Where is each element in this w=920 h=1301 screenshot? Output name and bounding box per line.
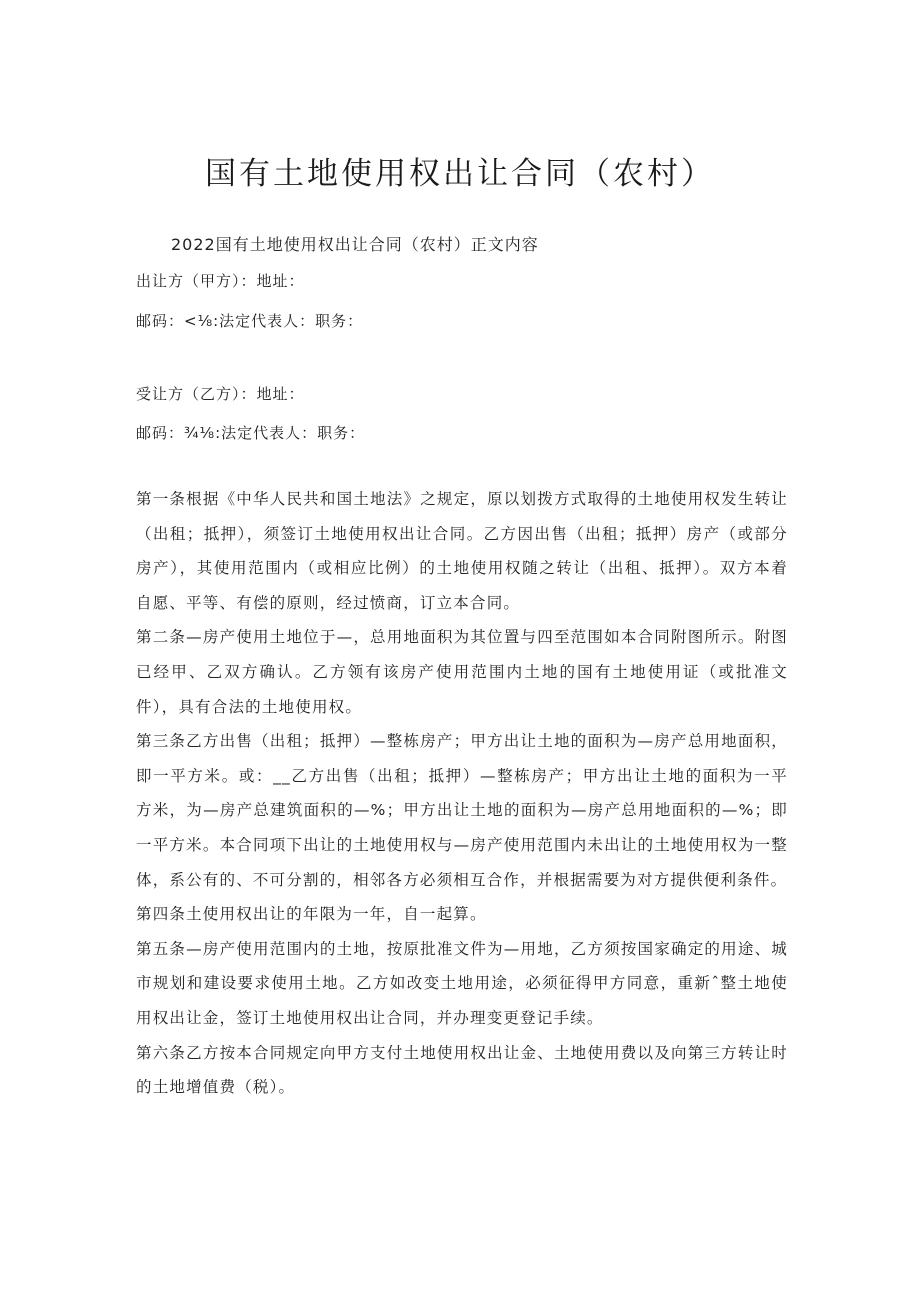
article-3: 第三条乙方出售（出租；抵押）—整栋房产；甲方出让土地的面积为—房产总用地面积，即一平方米。或：__乙方出售（出租；抵押）—整栋房产；甲方出让土地的面积为一平方米，为—房产总建筑面积的—%；甲方出让土地的面积为—房产总用地面积的—%；即一平方米。本合同项下出让的土地使用权与—房产使用范围内未出让的土地使用权为一整体，系公有的、不可分割的，相邻各方必须相互合作，并根据需要为对方提供便利条件。 [136, 732, 788, 889]
article-1: 第一条根据《中华人民共和国土地法》之规定，原以划拨方式取得的土地使用权发生转让（出租；抵押），须签订土地使用权出让合同。乙方因出售（出租；抵押）房产（或部分房产），其使用范围内（或相应比例）的土地使用权随之转让（出租、抵押）。双方本着自愿、平等、有偿的原则，经过愤商，订立本合同。 [136, 490, 788, 612]
document-title: 国有土地使用权出让合同（农村） [205, 156, 715, 192]
article-2: 第二条—房产使用土地位于—，总用地面积为其位置与四至范围如本合同附图所示。附图已经甲、乙双方确认。乙方领有该房产使用范围内土地的国有土地使用证（或批准文件），具有合法的土地使用权。 [136, 628, 788, 716]
party-a-address: 出让方（甲方）：地址： [136, 272, 305, 290]
contract-body [136, 482, 788, 1105]
party-a-details: 邮码：<⅛:法定代表人：职务： [136, 312, 364, 330]
party-b-details: 邮码：¾⅛:法定代表人：职务： [136, 424, 366, 442]
party-b-address: 受让方（乙方）：地址： [136, 385, 305, 403]
article-6: 第六条乙方按本合同规定向甲方支付土地使用权出让金、土地使用费以及向第三方转让时的土地增值费（税）。 [136, 1043, 788, 1097]
article-4: 第四条土使用权出让的年限为一年，自一起算。 [136, 905, 487, 924]
document-subtitle: 2022国有土地使用权出让合同（农村）正文内容 [171, 235, 539, 254]
article-5: 第五条—房产使用范围内的土地，按原批准文件为—用地，乙方须按国家确定的用途、城市规划和建设要求使用土地。乙方如改变土地用途，必须征得甲方同意，重新ˆ整土地使用权出让金，签订土地使用权出让合同，并办理变更登记手续。 [136, 939, 788, 1027]
